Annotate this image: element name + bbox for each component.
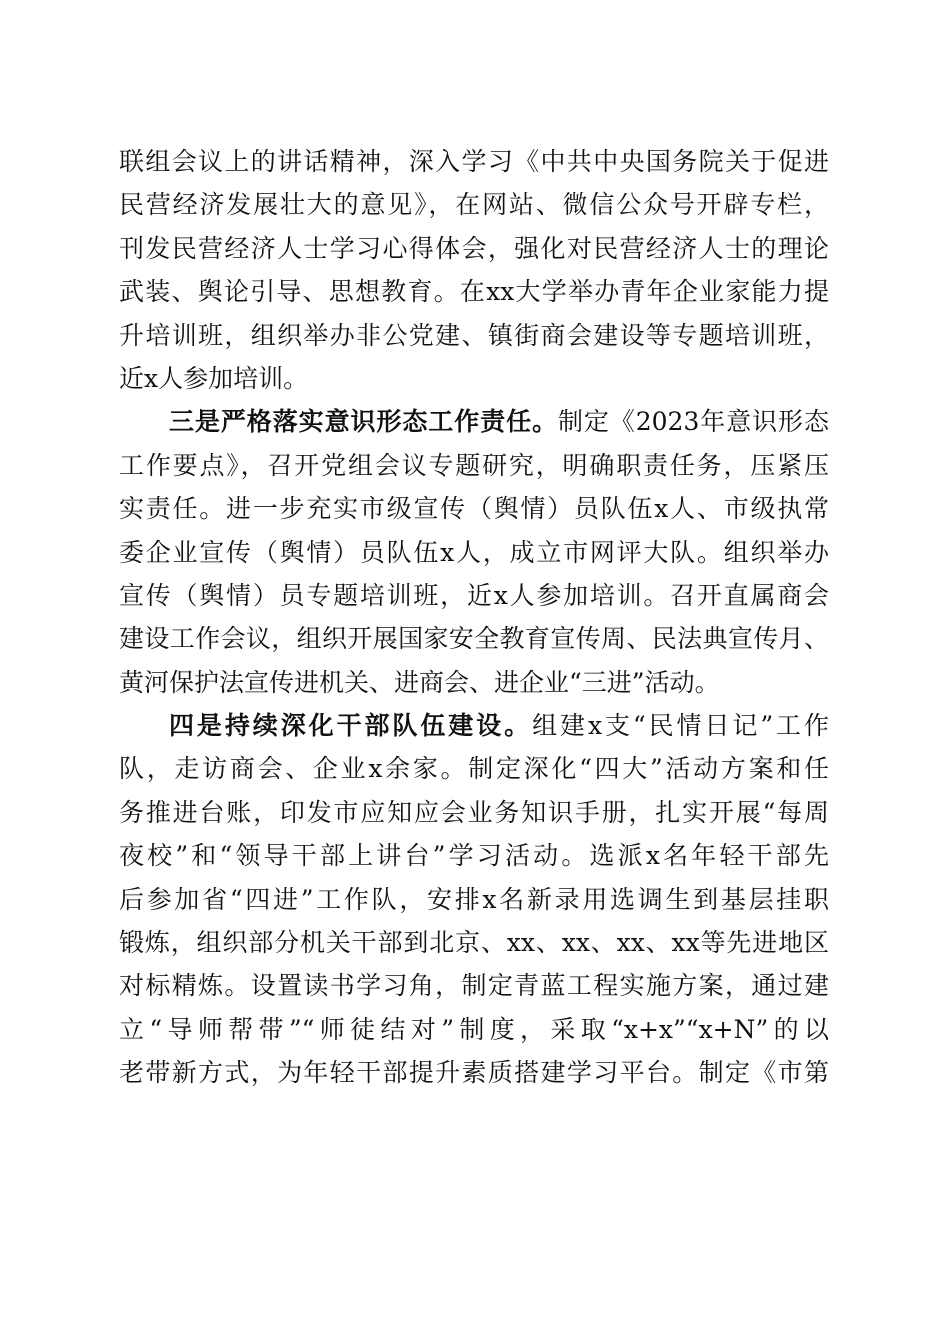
text-line: 务推进台账，印发市应知应会业务知识手册，扎实开展“每周 [119,797,829,827]
paragraph-2 [119,400,829,704]
paragraph-3 [119,704,829,1095]
text-line: 联组会议上的讲话精神，深入学习《中共中央国务院关于促进 [119,147,829,176]
text-line: 建设工作会议，组织开展国家安全教育宣传周、民法典宣传月、 [119,624,829,654]
text-line: 夜校”和“领导干部上讲台”学习活动。选派x名年轻干部先 [119,841,829,871]
text-line: 升培训班，组织举办非公党建、镇街商会建设等专题培训班， [119,320,829,350]
paragraph-lead-heading: 三是严格落实意识形态工作责任。 [169,407,558,437]
paragraph-lead-heading: 四是持续深化干部队伍建设。 [169,711,533,741]
text-line [119,704,829,747]
text-line: 老带新方式，为年轻干部提升素质搭建学习平台。制定《市第 [119,1058,829,1088]
text-line: 宣传（舆情）员专题培训班，近x人参加培训。召开直属商会 [119,580,829,610]
text-line: 立“导师帮带”“师徒结对”制度，采取“x+x”“x+N”的以 [119,1014,829,1044]
text-line: 黄河保护法宣传进机关、进商会、进企业“三进”活动。 [119,667,720,697]
text-line: 锻炼，组织部分机关干部到北京、xx、xx、xx、xx等先进地区 [119,928,829,958]
text-line: 实责任。进一步充实市级宣传（舆情）员队伍x人、市级执常 [119,494,829,524]
text-line: 工作要点》，召开党组会议专题研究，明确职责任务，压紧压 [119,450,829,480]
text-line: 队，走访商会、企业x余家。制定深化“四大”活动方案和任 [119,754,829,784]
text-line: 委企业宣传（舆情）员队伍x人，成立市网评大队。组织举办 [119,537,829,567]
text-line: 民营经济发展壮大的意见》，在网站、微信公众号开辟专栏， [119,190,829,220]
paragraph-1 [119,140,829,400]
body-text [119,140,829,1095]
text-line: 对标精炼。设置读书学习角，制定青蓝工程实施方案，通过建 [119,971,829,1001]
text-fragment: 组建x支“民情日记”工作 [532,711,829,741]
text-line: 武装、舆论引导、思想教育。在xx大学举办青年企业家能力提 [119,277,829,307]
text-fragment: 制定《2023年意识形态 [557,407,829,437]
text-line: 后参加省“四进”工作队，安排x名新录用选调生到基层挂职 [119,884,829,914]
text-line: 近x人参加培训。 [119,363,309,393]
text-line [119,400,829,443]
text-line: 刊发民营经济人士学习心得体会，强化对民营经济人士的理论 [119,233,829,263]
